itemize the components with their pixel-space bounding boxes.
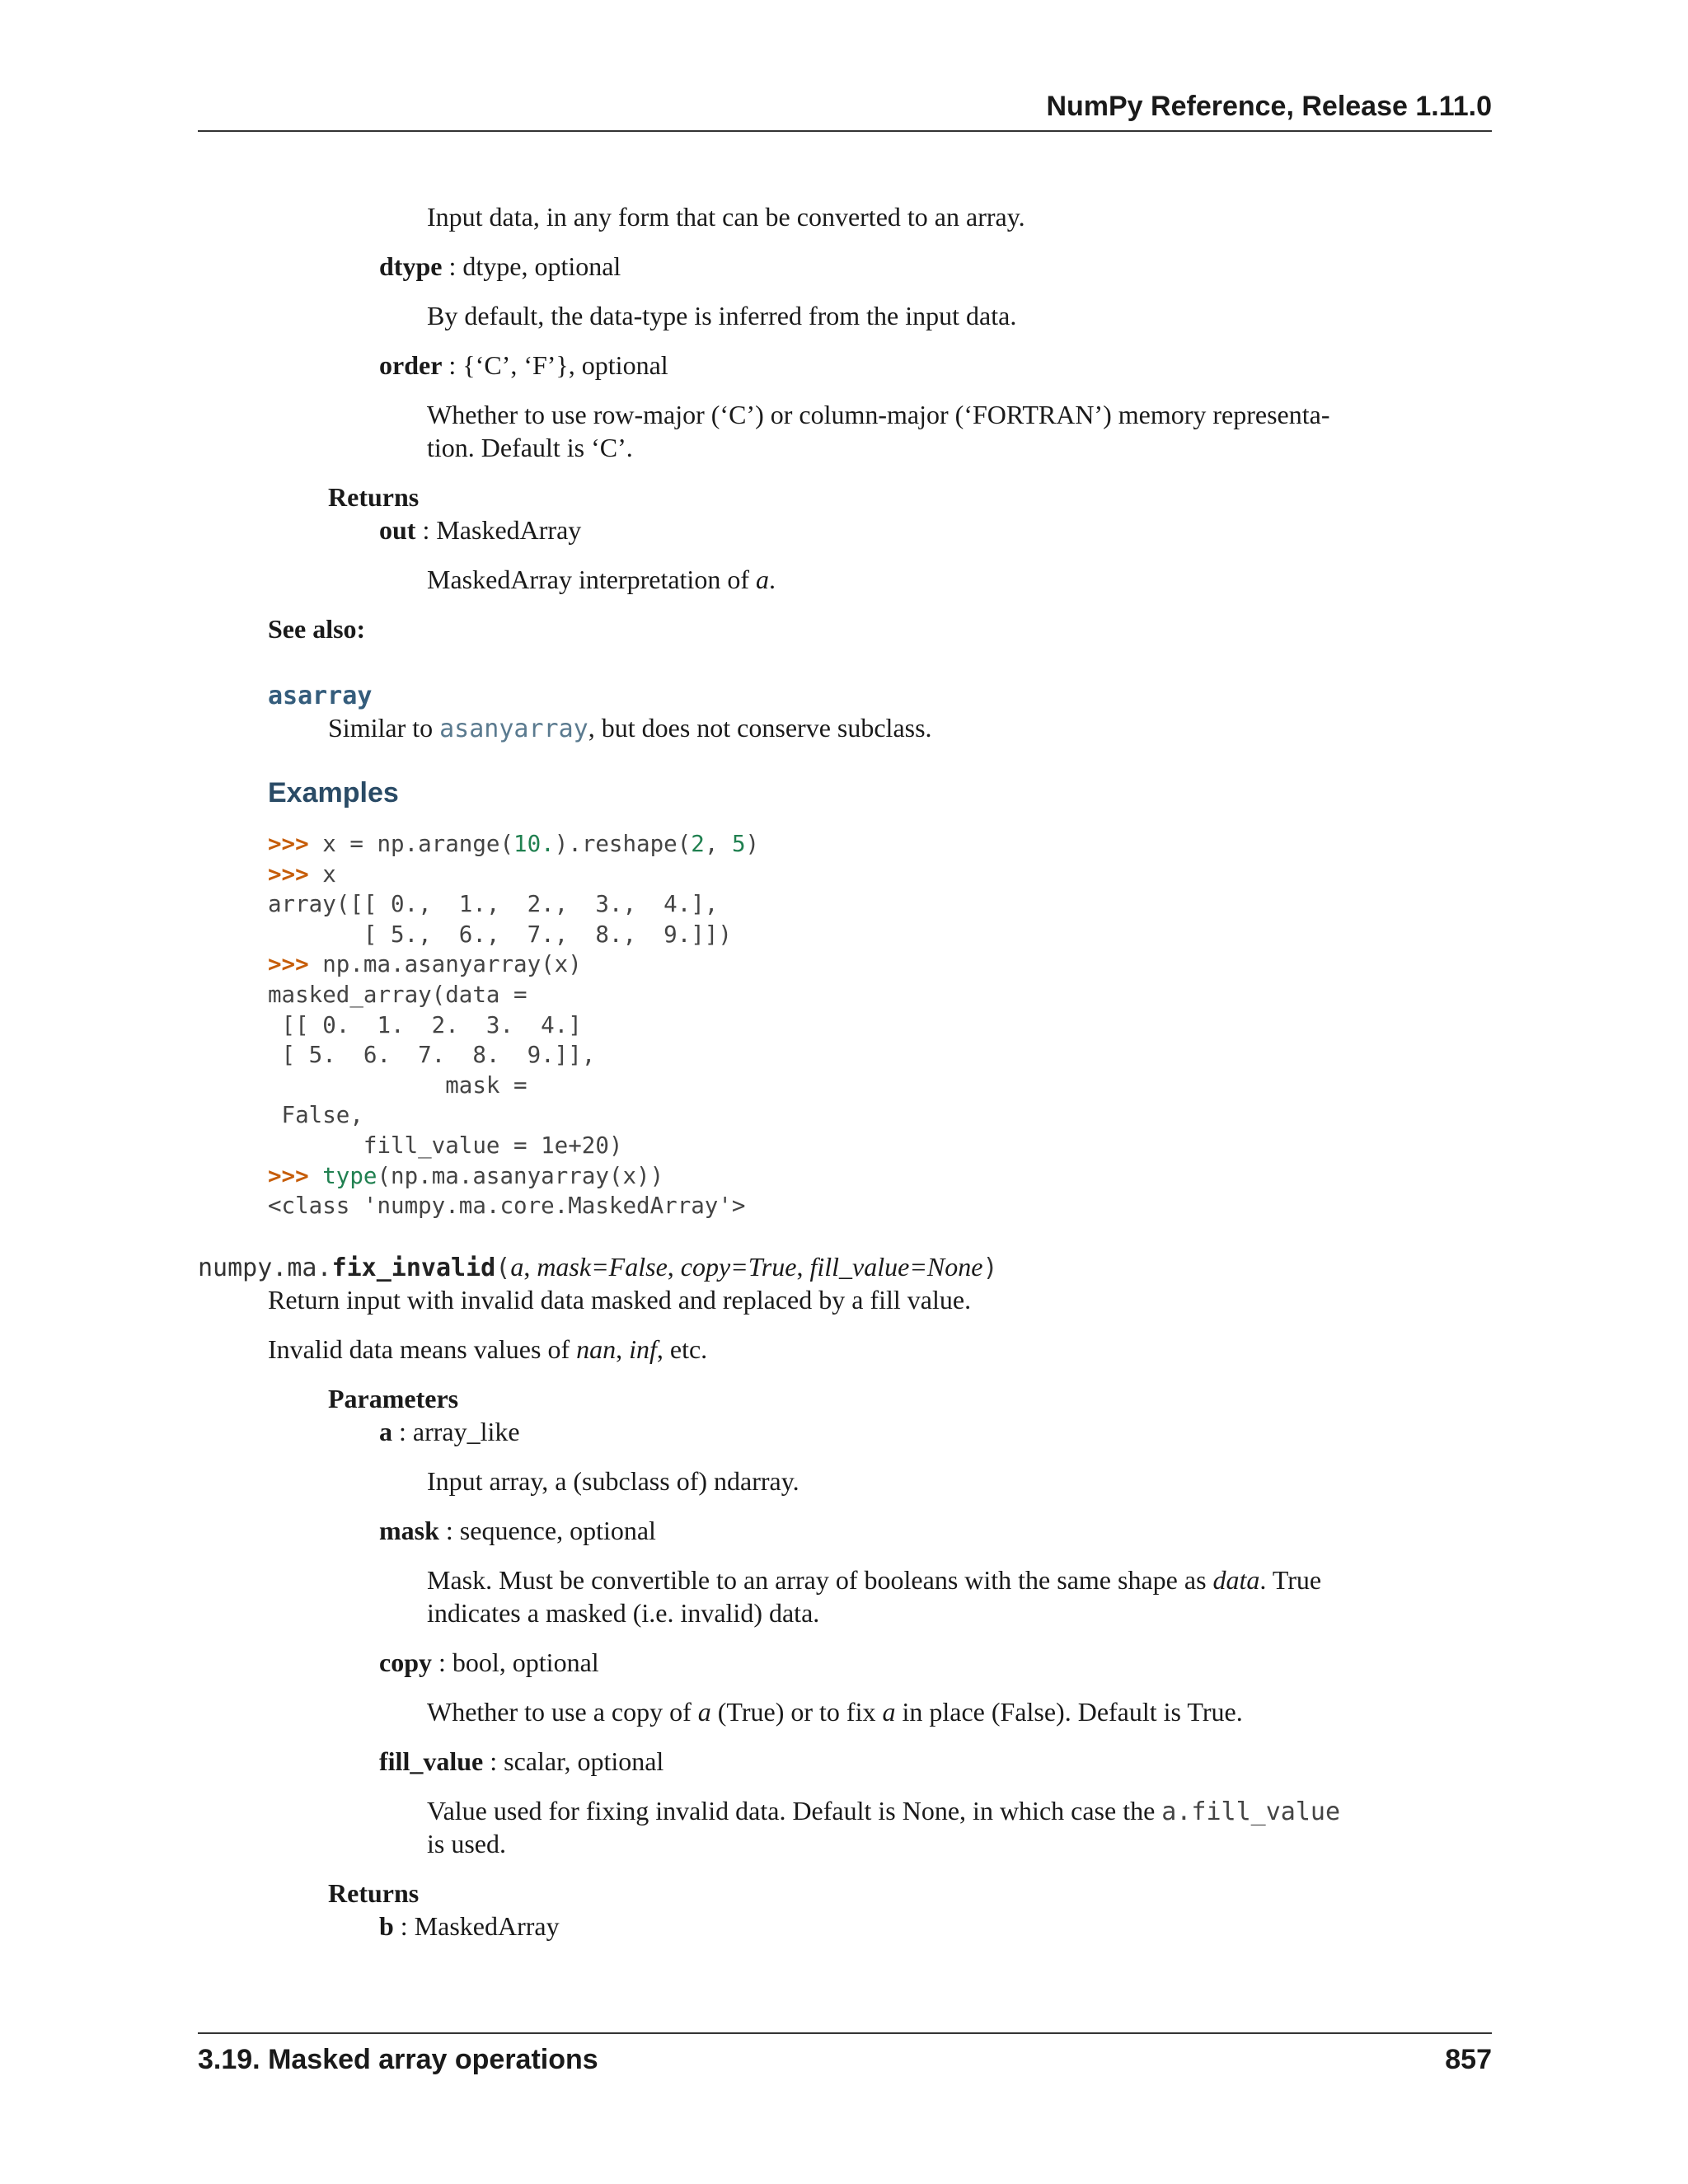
desc-text: Similar to (328, 713, 440, 743)
page-number: 857 (1445, 2044, 1492, 2075)
param-name: mask (379, 1516, 439, 1545)
param-dtype (379, 250, 621, 283)
returns-label-fix-invalid (328, 1877, 419, 1910)
sig-comma: , (523, 1252, 537, 1282)
code-line: >>> np.ma.asanyarray(x) (268, 951, 582, 978)
param-mask-desc-line1 (427, 1563, 1321, 1596)
footer-section: 3.19. Masked array operations (198, 2044, 598, 2075)
code-line: masked_array(data = (268, 981, 528, 1008)
param-copy-desc (427, 1695, 1243, 1728)
page-footer (198, 2032, 1492, 2075)
return-b (379, 1910, 560, 1943)
function-summary: Return input with invalid data masked and replaced by a fill value. (268, 1285, 972, 1315)
return-out (379, 513, 581, 546)
param-mask-desc-line2: indicates a masked (i.e. invalid) data. (427, 1598, 820, 1628)
see-also-label (268, 612, 365, 645)
param-order-description-line2: tion. Default is ‘C’. (427, 433, 633, 462)
sig-comma: , (796, 1252, 810, 1282)
param-dtype-description: By default, the data-type is inferred from the input data. (427, 301, 1017, 330)
code-line: <class 'numpy.ma.core.MaskedArray'> (268, 1193, 746, 1220)
param-type: : bool, optional (432, 1647, 599, 1677)
examples-heading-text: Examples (268, 777, 399, 808)
note-nan: nan (576, 1334, 617, 1364)
param-type: : array_like (392, 1417, 520, 1446)
sig-comma: , (667, 1252, 681, 1282)
desc-text: MaskedArray interpretation of (427, 565, 756, 594)
param-type: : dtype, optional (442, 251, 621, 281)
desc-emphasis: a (697, 1697, 711, 1727)
desc-text: Whether to use a copy of (427, 1697, 698, 1727)
sig-param-copy: copy=True (680, 1252, 797, 1282)
desc-text-end: in place (False). Default is True. (895, 1697, 1243, 1727)
param-order (379, 349, 668, 382)
desc-emphasis: a (755, 565, 769, 594)
code-line: [ 5., 6., 7., 8., 9.]]) (268, 921, 732, 948)
param-a-desc: Input array, a (subclass of) ndarray. (427, 1466, 799, 1496)
code-line: array([[ 0., 1., 2., 3., 4.], (268, 891, 719, 918)
return-out-description (427, 563, 776, 596)
code-line: False, (268, 1102, 363, 1129)
param-name: a (379, 1417, 392, 1446)
returns-label (328, 480, 419, 513)
asanyarray-link[interactable]: asanyarray (439, 715, 588, 743)
code-line: mask = (268, 1071, 528, 1099)
asarray-link[interactable]: asarray (268, 682, 373, 710)
see-also-description (328, 711, 932, 746)
code-line: >>> x (268, 860, 336, 888)
param-name: order (379, 350, 443, 380)
return-name: out (379, 515, 416, 545)
examples-heading (268, 776, 399, 809)
desc-text-end: , but does not conserve subclass. (588, 713, 932, 743)
parameters-label (328, 1382, 458, 1415)
desc-text: Mask. Must be convertible to an array of booleans with the same shape as (427, 1565, 1213, 1595)
code-line: [ 5. 6. 7. 8. 9.]], (268, 1042, 596, 1069)
code-line: >>> type(np.ma.asanyarray(x)) (268, 1162, 664, 1189)
param-name: dtype (379, 251, 443, 281)
see-also-text: See also: (268, 614, 366, 644)
param-type: : scalar, optional (483, 1746, 664, 1776)
param-name: copy (379, 1647, 432, 1677)
desc-text: Value used for fixing invalid data. Default is None, in which case the (427, 1796, 1162, 1825)
param-fill-value-desc-line2: is used. (427, 1829, 506, 1858)
returns-label-text: Returns (328, 482, 420, 512)
code-example (268, 829, 759, 1221)
page-header (198, 91, 1492, 132)
param-copy (379, 1646, 599, 1679)
desc-emphasis: a (882, 1697, 896, 1727)
function-signature (198, 1250, 998, 1285)
return-type: : MaskedArray (393, 1911, 560, 1941)
desc-text-end: . (768, 565, 776, 594)
desc-text-mid: (True) or to fix (710, 1697, 883, 1727)
parameters-label-text: Parameters (328, 1384, 459, 1413)
sig-function-name: fix_invalid (331, 1254, 496, 1282)
note-inf: inf (629, 1334, 657, 1364)
desc-code: a.fill_value (1161, 1797, 1341, 1826)
sig-param-fill-value: fill_value=None (809, 1252, 983, 1282)
param-mask (379, 1514, 656, 1547)
return-type: : MaskedArray (415, 515, 582, 545)
returns-label-text: Returns (328, 1878, 420, 1908)
sig-param-mask: mask=False (537, 1252, 668, 1282)
note-end: , etc. (656, 1334, 708, 1364)
return-name: b (379, 1911, 394, 1941)
header-title: NumPy Reference, Release 1.11.0 (1046, 91, 1492, 122)
code-line: fill_value = 1e+20) (268, 1132, 623, 1159)
code-line: [[ 0. 1. 2. 3. 4.] (268, 1011, 582, 1038)
sig-paren-open: ( (495, 1254, 511, 1282)
see-also-asarray-link[interactable] (268, 678, 372, 713)
desc-emphasis: data (1212, 1565, 1260, 1595)
sig-param-a: a (510, 1252, 524, 1282)
sig-module: numpy.ma. (198, 1254, 332, 1282)
desc-text-end: . True (1259, 1565, 1322, 1595)
param-fill-value-desc-line1 (427, 1794, 1340, 1829)
param-a (379, 1415, 520, 1448)
code-line: >>> x = np.arange(10.).reshape(2, 5) (268, 831, 760, 857)
invalid-data-note (268, 1333, 707, 1366)
note-text: Invalid data means values of (268, 1334, 577, 1364)
param-a-description: Input data, in any form that can be converted to an array. (427, 202, 1025, 232)
param-type: : sequence, optional (438, 1516, 656, 1545)
param-order-description-line1: Whether to use row-major (‘C’) or column-major (‘FORTRAN’) memory representa- (427, 400, 1330, 429)
param-name: fill_value (379, 1746, 484, 1776)
sig-paren-close: ) (982, 1254, 998, 1282)
param-type: : {‘C’, ‘F’}, optional (442, 350, 668, 380)
param-fill-value (379, 1745, 663, 1778)
note-sep: , (616, 1334, 630, 1364)
